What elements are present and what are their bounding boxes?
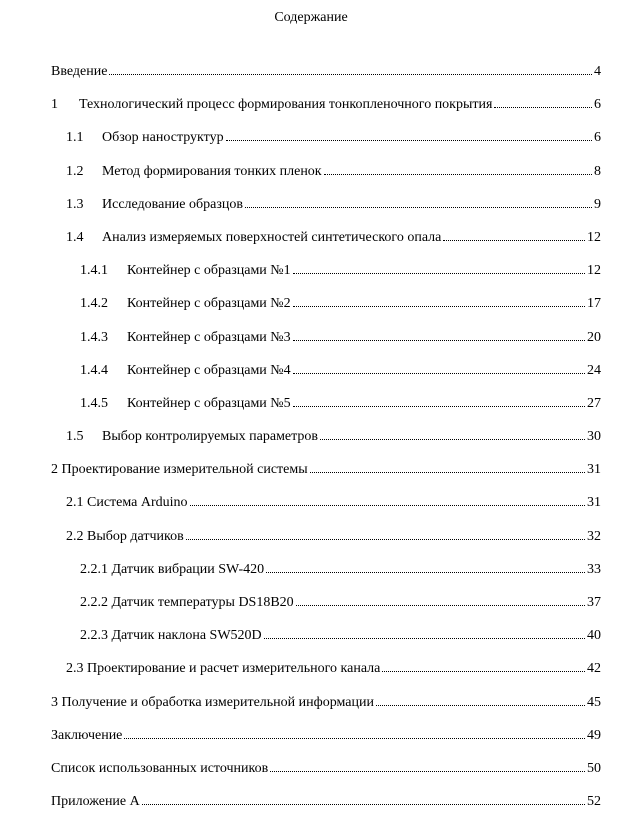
toc-entry-1-4-4[interactable] <box>0 361 622 394</box>
toc-entry-number: 1.4.5 <box>80 395 108 411</box>
toc-page-number: 6 <box>594 130 601 146</box>
dot-leader <box>124 738 585 739</box>
dot-leader <box>266 572 585 573</box>
toc-entry-2[interactable] <box>0 460 622 493</box>
toc-entry-number: 1.4.4 <box>80 362 108 378</box>
dot-leader <box>109 74 592 75</box>
toc-entry-appendix-a[interactable] <box>0 792 622 825</box>
dot-leader <box>376 705 585 706</box>
dot-leader <box>293 340 585 341</box>
toc-entry-references[interactable] <box>0 759 622 792</box>
toc-page-number: 32 <box>587 528 601 544</box>
toc-entry-title: Контейнер с образцами №2 <box>127 296 291 312</box>
toc-entry-3[interactable] <box>0 693 622 726</box>
toc-entry-title: 2.3 Проектирование и расчет измерительного канала <box>66 661 381 677</box>
toc-entry-1-4[interactable] <box>0 228 622 261</box>
dot-leader <box>293 273 585 274</box>
page-title: Содержание <box>274 10 348 25</box>
toc-entry-title: 3 Получение и обработка измерительной информации <box>51 694 374 710</box>
toc-entry-title: Контейнер с образцами №3 <box>127 329 291 345</box>
toc-entry-title: Метод формирования тонких пленок <box>102 163 322 179</box>
toc-entry-title: Заключение <box>51 727 123 743</box>
toc-entry-number: 1.4.1 <box>80 263 108 279</box>
toc-entry-1-4-3[interactable] <box>0 328 622 361</box>
toc-entry-title: 2.1 Система Arduino <box>66 495 188 511</box>
toc-entry-2-2[interactable] <box>0 527 622 560</box>
toc-entry-title: Обзор наноструктур <box>102 130 224 146</box>
toc-page-number: 50 <box>587 760 601 776</box>
toc-page-number: 42 <box>587 661 601 677</box>
toc-entry-title: Технологический процесс формирования тонкопленочного покрытия <box>79 97 493 113</box>
toc-page-number: 12 <box>587 263 601 279</box>
toc-entry-number: 1.5 <box>66 429 84 445</box>
toc-page-number: 40 <box>587 628 601 644</box>
dot-leader <box>382 671 585 672</box>
toc-entry-title: 2.2.2 Датчик температуры DS18B20 <box>80 595 294 610</box>
toc-entry-1-4-2[interactable] <box>0 294 622 327</box>
toc-entry-number: 1.4.2 <box>80 296 108 312</box>
toc-entry-title: 2.2 Выбор датчиков <box>66 528 184 544</box>
dot-leader <box>293 306 585 307</box>
toc-page-number: 4 <box>594 64 601 79</box>
toc-entry-title: 2.2.3 Датчик наклона SW520D <box>80 628 262 644</box>
toc-entry-1-2[interactable] <box>0 162 622 195</box>
dot-leader <box>320 439 585 440</box>
toc-entry-title: 2 Проектирование измерительной системы <box>51 462 308 478</box>
dot-leader <box>186 539 585 540</box>
table-of-contents <box>0 62 622 825</box>
toc-entry-2-2-3[interactable] <box>0 626 622 659</box>
dot-leader <box>190 505 585 506</box>
dot-leader <box>270 771 585 772</box>
toc-page-number: 31 <box>587 462 601 478</box>
toc-entry-1-4-1[interactable] <box>0 261 622 294</box>
toc-entry-1-3[interactable] <box>0 195 622 228</box>
toc-entry-title: Список использованных источников <box>51 760 269 776</box>
toc-page-number: 6 <box>594 97 601 113</box>
toc-page-number: 24 <box>587 362 601 378</box>
dot-leader <box>226 140 592 141</box>
dot-leader <box>443 240 585 241</box>
toc-entry-title: Исследование образцов <box>102 196 243 212</box>
toc-entry-2-2-1[interactable] <box>0 560 622 593</box>
dot-leader <box>293 373 585 374</box>
toc-page-number: 49 <box>587 727 601 743</box>
toc-entry-title: Контейнер с образцами №5 <box>127 395 291 411</box>
dot-leader <box>264 638 585 639</box>
toc-page-number: 12 <box>587 229 601 245</box>
toc-entry-title: Контейнер с образцами №1 <box>127 263 291 279</box>
dot-leader <box>494 107 592 108</box>
dot-leader <box>293 406 585 407</box>
toc-page-number: 31 <box>587 495 601 511</box>
toc-entry-title: Контейнер с образцами №4 <box>127 362 291 378</box>
dot-leader <box>142 804 585 805</box>
toc-entry-1[interactable] <box>0 95 622 128</box>
toc-page-number: 33 <box>587 561 601 577</box>
dot-leader <box>296 605 585 606</box>
toc-entry-title: Введение <box>51 64 108 79</box>
toc-entry-number: 1.2 <box>66 163 84 179</box>
toc-entry-number: 1.4 <box>66 229 84 245</box>
toc-entry-title: Выбор контролируемых параметров <box>102 429 319 445</box>
toc-entry-introduction[interactable] <box>0 62 622 95</box>
toc-entry-number: 1.3 <box>66 196 84 212</box>
toc-entry-conclusion[interactable] <box>0 726 622 759</box>
toc-entry-2-2-2[interactable] <box>0 593 622 626</box>
toc-page-number: 27 <box>587 395 601 411</box>
toc-page-number: 30 <box>587 429 601 445</box>
toc-entry-2-1[interactable] <box>0 493 622 526</box>
toc-entry-title: Приложение А <box>51 794 140 810</box>
toc-page-number: 8 <box>594 163 601 179</box>
toc-page-number: 52 <box>587 794 601 810</box>
toc-page-number: 9 <box>594 196 601 212</box>
toc-entry-1-5[interactable] <box>0 427 622 460</box>
dot-leader <box>324 174 592 175</box>
dot-leader <box>245 207 592 208</box>
dot-leader <box>310 472 585 473</box>
toc-page-number: 37 <box>587 595 601 610</box>
toc-page-number: 20 <box>587 329 601 345</box>
toc-page-number: 45 <box>587 694 601 710</box>
toc-entry-number: 1.1 <box>66 130 84 146</box>
toc-entry-number: 1 <box>51 97 58 113</box>
toc-entry-2-3[interactable] <box>0 659 622 692</box>
toc-entry-title: 2.2.1 Датчик вибрации SW-420 <box>80 561 265 577</box>
toc-page-number: 17 <box>587 296 601 312</box>
toc-entry-title: Анализ измеряемых поверхностей синтетического опала <box>102 229 442 245</box>
toc-entry-1-1[interactable] <box>0 128 622 161</box>
toc-entry-1-4-5[interactable] <box>0 394 622 427</box>
toc-entry-number: 1.4.3 <box>80 329 108 345</box>
